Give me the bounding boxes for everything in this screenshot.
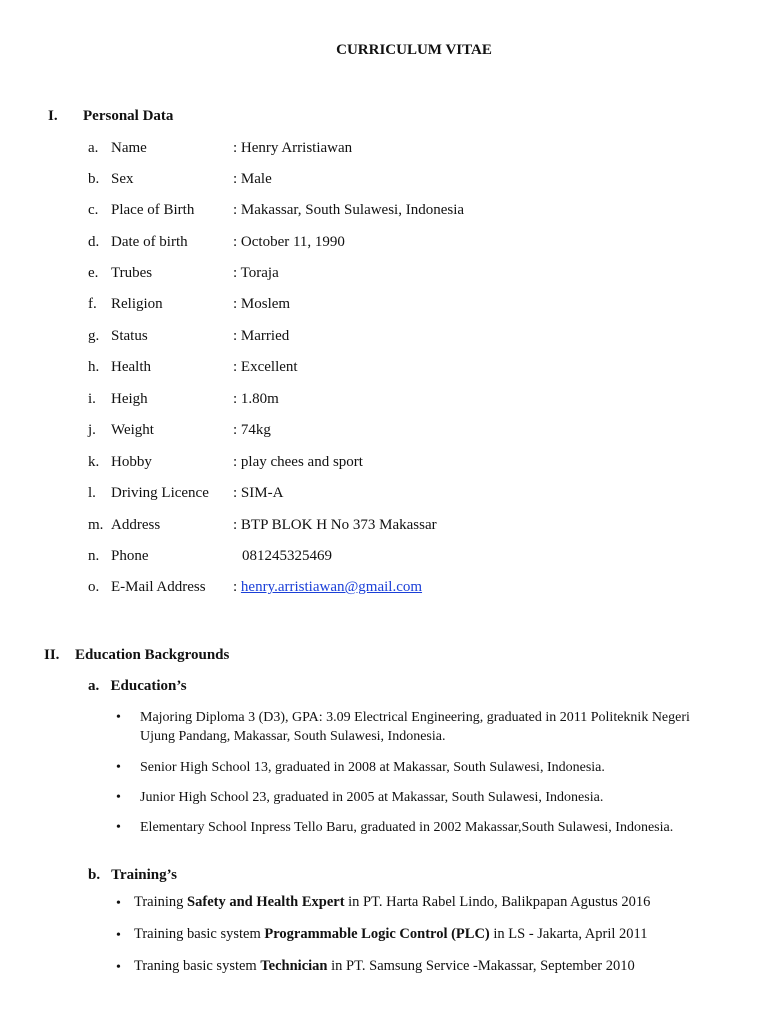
training-item-pre: Traning basic system bbox=[134, 958, 261, 974]
row-letter: h. bbox=[88, 359, 100, 375]
personal-row-hobby bbox=[0, 454, 768, 474]
row-value: : October 11, 1990 bbox=[233, 234, 345, 250]
personal-row-phone bbox=[0, 548, 768, 568]
row-letter: g. bbox=[88, 328, 100, 344]
row-value: : Makassar, South Sulawesi, Indonesia bbox=[233, 202, 465, 218]
training-item-bold: Technician bbox=[260, 958, 328, 974]
bullet-icon: • bbox=[116, 820, 121, 835]
row-letter: c. bbox=[88, 202, 99, 218]
row-label: Trubes bbox=[111, 265, 153, 281]
training-item-post: in PT. Samsung Service -Makassar, September 2010 bbox=[327, 958, 635, 974]
personal-row-religion bbox=[0, 296, 768, 316]
training-item-text bbox=[134, 958, 635, 975]
row-letter: a. bbox=[88, 140, 99, 156]
row-value: : SIM-A bbox=[233, 485, 284, 501]
personal-row-driving-licence bbox=[0, 485, 768, 505]
bullet-icon: • bbox=[116, 960, 121, 975]
personal-row-sex bbox=[0, 171, 768, 191]
row-label: Religion bbox=[111, 296, 163, 312]
row-letter: m. bbox=[88, 517, 104, 533]
row-letter: i. bbox=[88, 391, 96, 407]
training-item-bold: Programmable Logic Control (PLC) bbox=[264, 926, 490, 942]
personal-row-place-of-birth bbox=[0, 202, 768, 222]
section-1-title: Personal Data bbox=[83, 108, 174, 124]
document-title: CURRICULUM VITAE bbox=[336, 42, 492, 58]
row-label: Heigh bbox=[111, 391, 148, 407]
row-value: : play chees and sport bbox=[233, 454, 363, 470]
row-value: : Toraja bbox=[233, 265, 279, 281]
training-item-bold: Safety and Health Expert bbox=[187, 894, 345, 910]
bullet-icon: • bbox=[116, 928, 121, 943]
row-value: 081245325469 bbox=[242, 548, 332, 564]
row-letter: o. bbox=[88, 579, 100, 595]
training-item-post: in LS - Jakarta, April 2011 bbox=[489, 926, 648, 942]
row-value: : 1.80m bbox=[233, 391, 279, 407]
row-label: E-Mail Address bbox=[111, 579, 206, 595]
personal-row-name bbox=[0, 140, 768, 160]
education-item-text: Junior High School 23, graduated in 2005 at Makassar, South Sulawesi, Indonesia. bbox=[140, 790, 604, 805]
row-value: : Married bbox=[233, 328, 290, 344]
training-item-text bbox=[134, 926, 648, 943]
education-item-text: Elementary School Inpress Tello Baru, graduated in 2002 Makassar,South Sulawesi, Indonesia. bbox=[140, 820, 674, 835]
row-label: Status bbox=[111, 328, 148, 344]
training-item-post: in PT. Harta Rabel Lindo, Balikpapan Agustus 2016 bbox=[344, 894, 651, 910]
row-label: Date of birth bbox=[111, 234, 188, 250]
personal-row-email bbox=[0, 579, 768, 599]
row-value: : Henry Arristiawan bbox=[233, 140, 353, 156]
row-label: Phone bbox=[111, 548, 149, 564]
training-item-text bbox=[134, 894, 650, 911]
training-item-pre: Training basic system bbox=[134, 926, 265, 942]
row-letter: k. bbox=[88, 454, 100, 470]
education-heading: a. Education’s bbox=[88, 678, 187, 694]
row-letter: l. bbox=[88, 485, 96, 501]
row-letter: e. bbox=[88, 265, 99, 281]
row-value: : Male bbox=[233, 171, 272, 187]
personal-row-status bbox=[0, 328, 768, 348]
row-label: Driving Licence bbox=[111, 485, 209, 501]
section-2-title: Education Backgrounds bbox=[75, 647, 230, 663]
email-prefix: : bbox=[233, 579, 241, 595]
row-value: : Excellent bbox=[233, 359, 298, 375]
personal-row-trubes bbox=[0, 265, 768, 285]
personal-row-date-of-birth bbox=[0, 234, 768, 254]
row-label: Sex bbox=[111, 171, 134, 187]
section-2-number: II. bbox=[44, 647, 60, 663]
training-heading: b. Training’s bbox=[88, 867, 177, 883]
row-value: : BTP BLOK H No 373 Makassar bbox=[233, 517, 437, 533]
education-item-text: Majoring Diploma 3 (D3), GPA: 3.09 Electrical Engineering, graduated in 2011 Politeknik Negeri Ujung Pandang, Makassar, South Sulawesi, Indonesia. bbox=[140, 710, 690, 744]
email-link[interactable]: henry.arristiawan@gmail.com bbox=[240, 579, 423, 595]
row-label: Name bbox=[111, 140, 147, 156]
education-item-text: Senior High School 13, graduated in 2008 at Makassar, South Sulawesi, Indonesia. bbox=[140, 760, 605, 775]
row-letter: j. bbox=[88, 422, 96, 438]
bullet-icon: • bbox=[116, 896, 121, 911]
row-label: Weight bbox=[111, 422, 154, 438]
row-letter: d. bbox=[88, 234, 100, 250]
personal-row-address bbox=[0, 517, 768, 537]
row-letter: n. bbox=[88, 548, 100, 564]
row-value: : 74kg bbox=[233, 422, 271, 438]
row-value: : Moslem bbox=[233, 296, 291, 312]
personal-row-height bbox=[0, 391, 768, 411]
row-label: Health bbox=[111, 359, 151, 375]
section-1-number: I. bbox=[48, 108, 58, 124]
row-label: Place of Birth bbox=[111, 202, 195, 218]
row-value bbox=[233, 579, 422, 596]
row-label: Address bbox=[111, 517, 161, 533]
bullet-icon: • bbox=[116, 760, 121, 775]
training-item-pre: Training bbox=[134, 894, 188, 910]
personal-row-weight bbox=[0, 422, 768, 442]
bullet-icon: • bbox=[116, 710, 121, 725]
bullet-icon: • bbox=[116, 790, 121, 805]
row-letter: f. bbox=[88, 296, 97, 312]
row-label: Hobby bbox=[111, 454, 152, 470]
personal-row-health bbox=[0, 359, 768, 379]
row-letter: b. bbox=[88, 171, 100, 187]
